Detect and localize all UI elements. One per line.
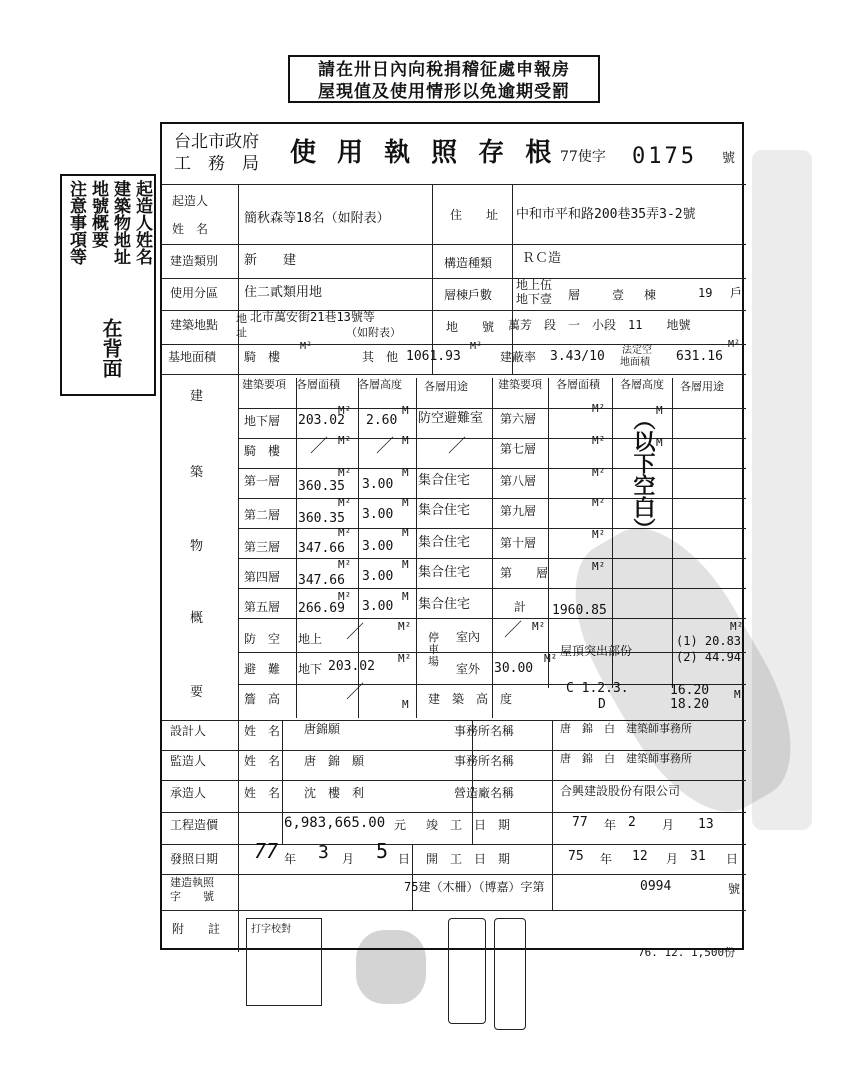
unit-m2: M² [730,620,744,633]
type-label: 建造類別 [170,254,219,268]
permit-suffix: 號 [722,151,736,166]
line [162,910,746,911]
line [432,184,433,374]
floor-area-5: 266.69 [298,601,345,616]
done-month: 2 [628,815,636,830]
unit-m2: M² [532,620,546,633]
permit-number: 0175 [632,144,697,169]
unit-m: M [402,434,409,447]
floor-label-arcade: 騎 樓 [244,444,281,458]
unit-m2: M² [338,496,352,509]
site-label: 建築地點 [170,318,219,332]
line [162,780,746,781]
building-height-v1: 16.20 [670,683,710,698]
buildings-unit: 棟 [644,288,657,302]
floor-height-3: 3.00 [362,539,394,554]
contractor-firm: 合興建設股份有限公司 [560,784,681,798]
floor-area-arcade: ／ [310,436,328,457]
floor-area-1: 360.35 [298,479,345,494]
owner-value: 簡秋森等18名（如附表） [244,211,390,226]
permit-number-ref: 0994 [640,879,672,894]
floor-area-3: 347.66 [298,541,345,556]
building-side-1: 建 [190,389,204,404]
issue-year: 77 [254,839,279,863]
households-unit: 戶 [730,286,743,300]
floor-use-arcade: ／ [448,436,466,457]
start-day-unit: 日 [726,852,739,866]
shelter-below: 地下 [298,662,323,676]
unit-m: M [656,404,663,417]
unit-m2: M² [592,496,606,509]
roof-label: 屋頂突出部份 [560,644,633,658]
unit-m: M [402,496,409,509]
unit-m2: M² [398,620,412,633]
households: 19 [698,286,713,300]
building-side-3: 物 [190,539,204,554]
done-month-unit: 月 [662,818,675,832]
proofread-stamp [246,918,322,1006]
unit-m2: M² [544,652,558,665]
side-col-1: 注意事項等 [66,180,86,265]
site-note: （如附表） [346,326,401,339]
floors-below: 地下壹 [516,292,553,306]
floor-height-5: 3.00 [362,599,394,614]
floor-label-7: 第七層 [500,442,537,456]
total-label: 計 [514,600,527,614]
unit-m2: M² [338,558,352,571]
line [162,844,746,845]
site-sub-1: 地 [236,312,247,325]
structure-label: 構造種類 [444,256,493,270]
annex-unit: M² [300,341,313,352]
designer-name-label: 姓 名 [244,724,281,738]
permit-label-1: 建造執照 [170,876,214,889]
seal-stamp [494,918,526,1030]
line [416,378,417,718]
floor-use-2: 集合住宅 [418,503,471,518]
floor-use-4: 集合住宅 [418,565,471,580]
parking-label: 停車場 [428,631,439,668]
start-year: 75 [568,849,584,864]
floor-label-10: 第十層 [500,536,537,550]
contractor-name: 沈 樓 利 [304,786,365,800]
building-side-5: 要 [190,685,204,700]
col-header-use-2: 各層用途 [680,380,724,393]
coverage-value: 3.43/10 [550,349,605,364]
line [296,378,297,718]
building-height-v2: 18.20 [670,697,710,712]
zone-label: 使用分區 [170,286,219,300]
supervisor-label: 監造人 [170,754,207,768]
unit-m2: M² [338,590,352,603]
parking-out: 室外 [456,662,481,676]
col-header-use: 各層用途 [424,380,468,393]
floor-area-2: 360.35 [298,511,345,526]
done-day: 13 [698,817,714,832]
lot-value: 萬芳 段 一 小段 11 地號 [508,318,691,332]
unit-m: M [402,404,409,417]
floor-height-1: 3.00 [362,477,394,492]
unit-m2: M² [592,466,606,479]
col-header-item: 建築要項 [242,378,286,391]
floor-label-2: 第二層 [244,508,281,522]
floor-label-n: 第 層 [500,566,549,580]
unit-m2: M² [592,402,606,415]
parking-in-slash: ／ [504,620,522,641]
print-info: 76. 12. 1,500份 [638,946,736,959]
start-date-label: 開 工 日 期 [426,852,511,866]
type-value: 新 建 [244,253,297,268]
floor-label-5: 第五層 [244,600,281,614]
side-extra: 在背面 [99,318,123,378]
floor-area-4: 347.66 [298,573,345,588]
floor-label-4: 第四層 [244,570,281,584]
line [162,244,746,245]
issue-month: 3 [318,842,329,863]
signature-scribble [356,930,426,1004]
floor-label-1: 第一層 [244,474,281,488]
unit-m: M [402,590,409,603]
col-header-item-2: 建築要項 [498,378,542,391]
line [238,184,239,952]
line [492,378,493,718]
unit-m2: M² [398,652,412,665]
line [552,720,553,910]
done-year: 77 [572,815,588,830]
side-col-3: 建築物地址 [110,180,130,265]
floor-label-b1: 地下層 [244,414,281,428]
shelter-above-slash: ／ [346,622,364,643]
permit-prefix: 77使字 [560,149,606,165]
side-col-4: 起造人姓名 [132,180,152,265]
shelter-label: 防 空 [244,632,281,646]
roof-1: (1) 20.83 [676,634,742,648]
notice-box [288,55,600,103]
floor-height-arcade: ／ [376,436,394,457]
buildings: 壹 [612,288,625,302]
line [162,374,746,375]
proofread-label: 打字校對 [251,924,291,935]
issue-month-unit: 月 [342,852,355,866]
blank-note: （以下空白） [630,408,655,540]
line [548,378,549,688]
col-header-height-2: 各層高度 [620,378,664,391]
line [282,720,283,844]
floor-label-3: 第三層 [244,540,281,554]
permit-number-suffix: 號 [728,882,741,896]
shelter-below-value: 203.02 [328,659,375,674]
cost-unit: 元 [394,818,407,832]
notice-line-2: 屋現值及使用情形以免逾期受罰 [318,82,570,102]
floor-use-3: 集合住宅 [418,535,471,550]
unit-m2: M² [592,528,606,541]
floor-use-5: 集合住宅 [418,597,471,612]
permit-label-2: 字 號 [170,890,214,903]
supervisor-name: 唐 錦 願 [304,754,365,768]
zone-value: 住二貳類用地 [244,285,323,300]
unit-m2: M² [592,560,606,573]
lot-label: 地 號 [446,320,495,334]
col-header-area-2: 各層面積 [556,378,600,391]
owner-label-2: 姓 名 [172,222,209,236]
floors-unit: 層 [568,288,581,302]
unit-m2: M² [338,434,352,447]
area-label: 基地面積 [168,350,217,364]
notice-line-1: 請在卅日內向稅捐稽征處申報房 [318,60,570,80]
vacant-unit: M² [728,339,741,350]
floor-height-4: 3.00 [362,569,394,584]
unit-m2: M² [338,466,352,479]
line [162,278,746,279]
floor-use-1: 集合住宅 [418,473,471,488]
unit-m: M [402,558,409,571]
line [162,184,746,185]
vacant-label-1: 法定空 [622,345,652,356]
annex-label: 騎 樓 [244,350,281,364]
supervisor-name-label: 姓 名 [244,754,281,768]
remarks-label: 附 註 [172,922,221,936]
unit-m2: M² [592,434,606,447]
col-header-height: 各層高度 [358,378,402,391]
done-date-label: 竣 工 日 期 [426,818,511,832]
designer-label: 設計人 [170,724,207,738]
total-value: 1960.85 [552,603,607,618]
side-col-2: 地號概要 [88,180,108,248]
shelter-label-2: 避 難 [244,662,281,676]
agency-line-2: 工 務 局 [174,154,259,174]
parking-in: 室內 [456,630,481,644]
parking-out-value: 30.00 [494,661,534,676]
other-unit: M² [470,341,483,352]
start-day: 31 [690,849,706,864]
line [162,874,746,875]
designer-office-label: 事務所名稱 [454,724,515,738]
roof-2: (2) 44.94 [676,650,742,664]
address-value: 中和市平和路200巷35弄3-2號 [516,207,696,222]
unit-m: M [734,688,741,701]
col-header-area: 各層面積 [296,378,340,391]
vacant-label-2: 地面積 [620,357,650,368]
building-side-2: 築 [190,465,204,480]
eave-slash: ／ [346,682,364,703]
supervisor-office-label: 事務所名稱 [454,754,515,768]
other-value: 1061.93 [406,349,461,364]
coverage-label: 建蔽率 [500,350,537,364]
floor-label-6: 第六層 [500,412,537,426]
floor-label-8: 第八層 [500,474,537,488]
line [412,844,413,910]
floor-label-9: 第九層 [500,504,537,518]
seal-stamp [448,918,486,1024]
cost-label: 工程造價 [170,818,219,832]
floor-area-b1: 203.02 [298,413,345,428]
floor-height-b1: 2.60 [366,413,398,428]
designer-office: 唐 錦 白 建築師事務所 [560,722,692,735]
start-year-unit: 年 [600,852,613,866]
contractor-name-label: 姓 名 [244,786,281,800]
floor-use-b1: 防空避難室 [418,411,484,426]
line [162,812,746,813]
margin-marks [752,150,812,830]
permit-text: 75建（木柵）（博嘉）字第 [404,880,545,894]
designer-name: 唐錦願 [304,722,341,736]
site-value: 北市萬安街21巷13號等 [250,310,375,324]
unit-m: M [402,466,409,479]
form-title: 使 用 執 照 存 根 [290,138,558,168]
contractor-label: 承造人 [170,786,207,800]
line [512,184,513,374]
unit-m: M [402,698,409,711]
issue-day-unit: 日 [398,852,411,866]
floors-label: 層棟戶數 [444,288,493,302]
done-year-unit: 年 [604,818,617,832]
building-height-label: 建 築 高 度 [428,692,513,706]
start-month: 12 [632,849,648,864]
shelter-above: 地上 [298,632,323,646]
unit-m: M [402,526,409,539]
supervisor-office: 唐 錦 白 建築師事務所 [560,752,692,765]
issue-day: 5 [376,839,389,863]
line [162,344,746,345]
owner-label-1: 起造人 [172,194,209,208]
issue-label: 發照日期 [170,852,219,866]
site-sub-2: 址 [236,326,247,339]
address-label: 住 址 [450,208,499,222]
building-side-4: 概 [190,611,204,626]
unit-m2: M² [338,404,352,417]
vacant-value: 631.16 [676,349,723,364]
building-height-c: C 1.2.3. [566,681,629,696]
unit-m: M [656,436,663,449]
cost-value: 6,983,665.00 [284,815,386,831]
building-height-d: D [598,697,606,712]
floor-height-2: 3.00 [362,507,394,522]
other-label: 其 他 [362,350,399,364]
eave-label: 簷 高 [244,692,281,706]
start-month-unit: 月 [666,852,679,866]
contractor-firm-label: 營造廠名稱 [454,786,515,800]
structure-value: ＲＣ造 [522,251,562,266]
unit-m2: M² [338,526,352,539]
agency-line-1: 台北市政府 [174,132,259,152]
floors-above: 地上伍 [516,278,553,292]
issue-year-unit: 年 [284,852,297,866]
